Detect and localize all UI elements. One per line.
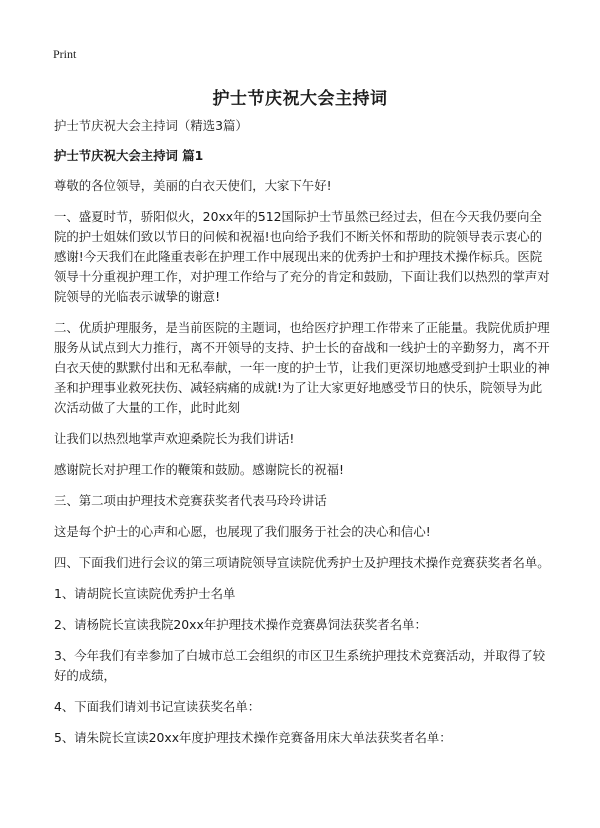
paragraph-thanks: 感谢院长对护理工作的鞭策和鼓励。感谢院长的祝福! [54,462,344,477]
document-subtitle: 护士节庆祝大会主持词（精选3篇） [54,118,248,133]
list-item-3: 3、今年我们有幸参加了白城市总工会组织的市区卫生系统护理技术竞赛活动，并取得了较好的成绩， [54,648,546,683]
list-item-4: 4、下面我们请刘书记宣读获奖名单： [54,699,261,714]
paragraph-part-two: 二、优质护理服务，是当前医院的主题词，也给医疗护理工作带来了正能量。我院优质护理服务从试点到大力推行，离不开领导的支持、护士长的奋战和一线护士的辛勤努力，离不开白衣天使的默默付出和无私奉献，一年一度的护士节，让我们更深切地感受到护士职业的神圣和护理事业救死扶伤、减轻病痛的成就!为了让大家更好地感受节日的快乐，院领导为此次活动做了大量的工作，此时此刻 [54,320,550,415]
document-body [54,116,552,759]
paragraph-greeting: 尊敬的各位领导，美丽的白衣天使们，大家下午好! [54,178,332,193]
paragraph-part-four: 四、下面我们进行会议的第三项请院领导宣读院优秀护士及护理技术操作竞赛获奖者名单。 [54,555,550,570]
paragraph-part-three: 三、第二项由护理技术竞赛获奖者代表马玲玲讲话 [54,493,327,508]
page-title: 护士节庆祝大会主持词 [212,89,388,109]
print-link[interactable]: Print [53,47,77,61]
paragraph-welcome-speech: 让我们以热烈地掌声欢迎桑院长为我们讲话! [54,431,295,446]
paragraph-resolve: 这是每个护士的心声和心愿，也展现了我们服务于社会的决心和信心! [54,524,431,539]
list-item-1: 1、请胡院长宣读院优秀护士名单 [54,586,236,601]
list-item-5: 5、请朱院长宣读20xx年度护理技术操作竞赛备用床大单法获奖者名单： [54,730,452,745]
section-heading: 护士节庆祝大会主持词 篇1 [54,148,204,163]
paragraph-part-one: 一、盛夏时节，骄阳似火，20xx年的512国际护士节虽然已经过去，但在今天我仍要向全院的护士姐妹们致以节日的问候和祝福!也向给予我们不断关怀和帮助的院领导表示衷心的感谢!今天我们在此隆重表彰在护理工作中展现出来的优秀护士和护理技术操作标兵。医院领导十分重视护理工作，对护理工作给与了充分的肯定和鼓励，下面让我们以热烈的掌声对院领导的光临表示诚挚的谢意! [54,209,550,304]
list-item-2: 2、请杨院长宣读我院20xx年护理技术操作竞赛鼻饲法获奖者名单： [54,617,427,632]
